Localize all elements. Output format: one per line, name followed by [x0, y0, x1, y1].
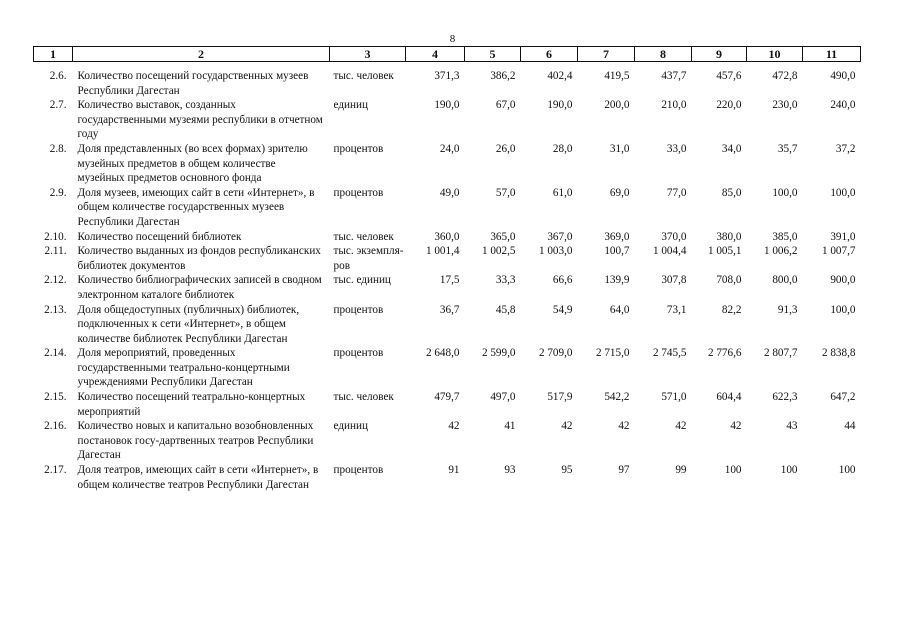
value-cell: 100,7: [604, 245, 630, 258]
value-cell: 2 709,0: [538, 347, 573, 360]
indicator-name: Доля театров, имеющих сайт в сети «Интернет», в общем количестве театров Республики Дагестан: [77, 464, 319, 491]
value-cell: 64,0: [609, 303, 630, 316]
indicator-name: Доля мероприятий, проведенных государственными театрально-концертными учреждениями Республики Дагестан: [77, 347, 290, 389]
row-number: 2.13.: [44, 303, 67, 316]
indicator-name: Количество посещений государственных музеев Республики Дагестан: [77, 70, 309, 97]
value-cell: 200,0: [604, 99, 630, 112]
value-cell: 17,5: [439, 274, 460, 287]
value-cell: 604,4: [716, 391, 742, 404]
value-cell: 472,8: [772, 70, 798, 82]
value-cell: 61,0: [552, 186, 573, 199]
row-number: 2.12.: [44, 274, 67, 287]
value-cell: 190,0: [434, 99, 460, 112]
indicator-name: Количество библиографических записей в сводном электронном каталоге библиотек: [77, 274, 322, 301]
value-cell: 708,0: [716, 274, 742, 287]
value-cell: 230,0: [772, 99, 798, 112]
value-cell: 100,0: [830, 303, 856, 316]
header-cell: 7: [578, 47, 635, 62]
value-cell: 66,6: [552, 274, 573, 287]
indicator-name: Количество выданных из фондов республиканских библиотек документов: [77, 245, 321, 272]
value-cell: 457,6: [716, 70, 742, 82]
value-cell: 2 648,0: [425, 347, 460, 360]
header-cell: 5: [465, 47, 521, 62]
value-cell: 67,0: [495, 99, 516, 112]
row-number: 2.9.: [49, 186, 67, 199]
value-cell: 497,0: [490, 391, 516, 404]
value-cell: 69,0: [609, 186, 630, 199]
value-cell: 391,0: [830, 230, 856, 243]
unit-of-measure: процентов: [333, 464, 384, 477]
indicator-name: Доля общедоступных (публичных) библиотек, подключенных к сети «Интернет», в общем количестве библиотек Республики Дагестан: [77, 303, 300, 345]
header-cell: 3: [330, 47, 406, 62]
value-cell: 190,0: [547, 99, 573, 112]
table-row: [34, 186, 861, 230]
value-cell: 82,2: [721, 303, 742, 316]
row-number: 2.7.: [49, 99, 67, 112]
unit-of-measure: тыс. человек: [333, 391, 394, 404]
value-cell: 220,0: [716, 99, 742, 112]
value-cell: 139,9: [604, 274, 630, 287]
table-row: [34, 98, 861, 142]
header-cell: 10: [747, 47, 803, 62]
value-cell: 542,2: [604, 391, 630, 404]
value-cell: 240,0: [830, 99, 856, 112]
header-cell: 4: [406, 47, 465, 62]
value-cell: 2 807,7: [763, 347, 798, 360]
value-cell: 402,4: [547, 70, 573, 82]
value-cell: 24,0: [439, 142, 460, 155]
value-cell: 1 007,7: [821, 245, 856, 258]
unit-of-measure: процентов: [333, 347, 384, 360]
value-cell: 380,0: [716, 230, 742, 243]
value-cell: 85,0: [721, 186, 742, 199]
table-row: [34, 419, 861, 463]
value-cell: 36,7: [439, 303, 460, 316]
value-cell: 41: [504, 420, 516, 433]
value-cell: 360,0: [434, 230, 460, 243]
unit-of-measure: тыс. экземпля-ров: [333, 245, 404, 272]
indicator-name: Доля музеев, имеющих сайт в сети «Интернет», в общем количестве государственных музеев Республики Дагестан: [77, 186, 315, 228]
value-cell: 100: [838, 464, 856, 477]
value-cell: 307,8: [661, 274, 687, 287]
value-cell: 100: [780, 464, 798, 477]
value-cell: 54,9: [552, 303, 573, 316]
row-number: 2.14.: [44, 347, 67, 360]
table-row: [34, 142, 861, 186]
value-cell: 42: [561, 420, 573, 433]
value-cell: 571,0: [661, 391, 687, 404]
indicator-name: Количество новых и капитально возобновленных постановок госу-дартвенных театров Республики Дагестан: [77, 420, 314, 462]
row-number: 2.10.: [44, 230, 67, 243]
value-cell: 77,0: [666, 186, 687, 199]
value-cell: 93: [504, 464, 516, 477]
value-cell: 437,7: [661, 70, 687, 82]
value-cell: 517,9: [547, 391, 573, 404]
value-cell: 42: [675, 420, 687, 433]
value-cell: 490,0: [830, 70, 856, 82]
unit-of-measure: тыс. человек: [333, 230, 394, 243]
unit-of-measure: тыс. единиц: [333, 274, 391, 287]
value-cell: 385,0: [772, 230, 798, 243]
value-cell: 45,8: [495, 303, 516, 316]
value-cell: 91: [448, 464, 460, 477]
value-cell: 1 005,1: [707, 245, 742, 258]
unit-of-measure: процентов: [333, 142, 384, 155]
header-cell: 6: [521, 47, 578, 62]
value-cell: 1 006,2: [763, 245, 798, 258]
table-header-row: [34, 47, 861, 62]
row-number: 2.6.: [49, 70, 67, 82]
row-number: 2.8.: [49, 142, 67, 155]
table-row: [34, 62, 861, 99]
value-cell: 57,0: [495, 186, 516, 199]
table-body: [34, 62, 861, 493]
value-cell: 28,0: [552, 142, 573, 155]
unit-of-measure: единиц: [333, 99, 368, 112]
value-cell: 95: [561, 464, 573, 477]
value-cell: 622,3: [772, 391, 798, 404]
unit-of-measure: процентов: [333, 303, 384, 316]
value-cell: 100: [724, 464, 742, 477]
indicator-table: [33, 46, 861, 492]
value-cell: 33,3: [495, 274, 516, 287]
value-cell: 97: [618, 464, 630, 477]
value-cell: 1 003,0: [538, 245, 573, 258]
value-cell: 419,5: [604, 70, 630, 82]
value-cell: 367,0: [547, 230, 573, 243]
table-row: [34, 244, 861, 273]
indicator-name: Количество выставок, созданных государственными музеями республики в отчетном году: [77, 99, 323, 141]
value-cell: 365,0: [490, 230, 516, 243]
indicator-name: Доля представленных (во всех формах) зрителю музейных предметов в общем количестве музейных предметов основного фонда: [77, 142, 308, 185]
value-cell: 369,0: [604, 230, 630, 243]
table-row: [34, 390, 861, 419]
row-number: 2.11.: [44, 245, 67, 258]
value-cell: 42: [730, 420, 742, 433]
value-cell: 2 776,6: [707, 347, 742, 360]
value-cell: 33,0: [666, 142, 687, 155]
value-cell: 42: [448, 420, 460, 433]
value-cell: 91,3: [777, 303, 798, 316]
value-cell: 34,0: [721, 142, 742, 155]
header-cell: 2: [73, 47, 330, 62]
header-cell: 11: [803, 47, 861, 62]
value-cell: 386,2: [490, 70, 516, 82]
unit-of-measure: единиц: [333, 420, 368, 433]
value-cell: 1 001,4: [425, 245, 460, 258]
value-cell: 26,0: [495, 142, 516, 155]
header-cell: 8: [635, 47, 692, 62]
table-row: [34, 346, 861, 390]
value-cell: 100,0: [830, 186, 856, 199]
value-cell: 44: [844, 420, 856, 433]
value-cell: 2 599,0: [481, 347, 516, 360]
value-cell: 31,0: [609, 142, 630, 155]
table-row: [34, 230, 861, 245]
value-cell: 37,2: [835, 142, 856, 155]
value-cell: 73,1: [666, 303, 687, 316]
value-cell: 99: [675, 464, 687, 477]
value-cell: 100,0: [772, 186, 798, 199]
header-cell: 1: [34, 47, 73, 62]
value-cell: 210,0: [661, 99, 687, 112]
row-number: 2.15.: [44, 391, 67, 404]
row-number: 2.16.: [44, 420, 67, 433]
value-cell: 647,2: [830, 391, 856, 404]
page-number: 8: [449, 33, 456, 45]
indicator-name: Количество посещений театрально-концертных мероприятий: [77, 391, 306, 418]
value-cell: 49,0: [439, 186, 460, 199]
value-cell: 43: [786, 420, 798, 433]
table-row: [34, 273, 861, 302]
header-cell: 9: [692, 47, 747, 62]
value-cell: 900,0: [830, 274, 856, 287]
table-row: [34, 463, 861, 492]
value-cell: 800,0: [772, 274, 798, 287]
value-cell: 2 745,5: [652, 347, 687, 360]
value-cell: 1 002,5: [481, 245, 516, 258]
value-cell: 371,3: [434, 70, 460, 82]
value-cell: 35,7: [777, 142, 798, 155]
unit-of-measure: тыс. человек: [333, 70, 394, 82]
value-cell: 2 715,0: [595, 347, 630, 360]
value-cell: 42: [618, 420, 630, 433]
row-number: 2.17.: [44, 464, 67, 477]
value-cell: 1 004,4: [652, 245, 687, 258]
unit-of-measure: процентов: [333, 186, 384, 199]
value-cell: 2 838,8: [821, 347, 856, 360]
table-row: [34, 303, 861, 347]
value-cell: 370,0: [661, 230, 687, 243]
value-cell: 479,7: [434, 391, 460, 404]
indicator-name: Количество посещений библиотек: [77, 230, 242, 243]
